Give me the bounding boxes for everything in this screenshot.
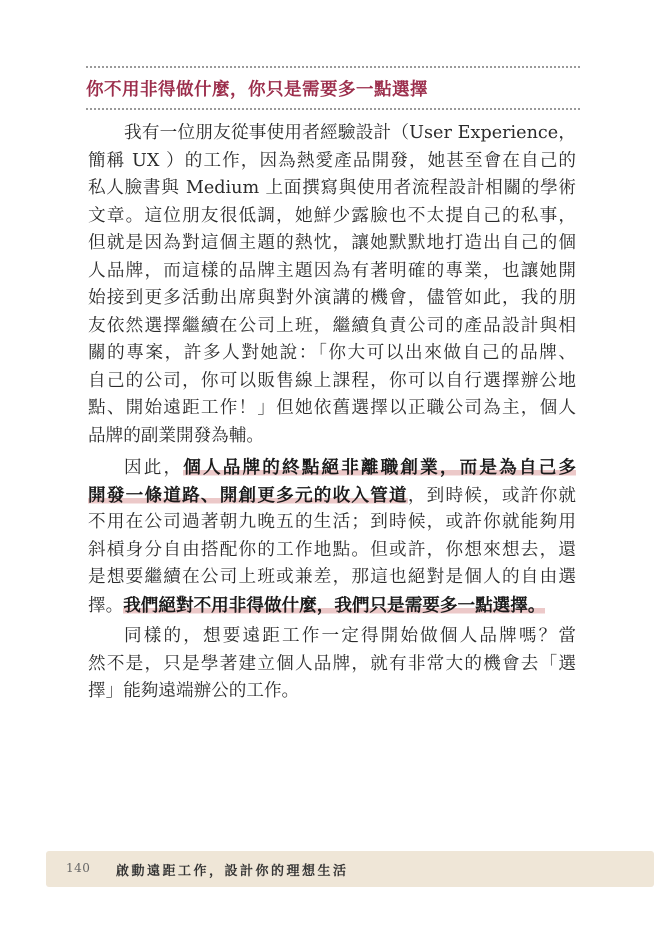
text-line — [88, 482, 576, 510]
text-line: 簡稱 UX ）的工作，因為熱愛產品開發，她甚至會在自己的 — [88, 150, 576, 171]
highlighted-text: 個人品牌的終點絕非離職創業，而是為自己多 — [183, 457, 576, 478]
text-line: 自己的公司，你可以販售線上課程，你可以自行選擇辦公地 — [88, 370, 576, 391]
section-heading-box — [86, 66, 580, 110]
text-line: 品牌的副業開發為輔。 — [88, 425, 264, 446]
text-line: 始接到更多活動出席與對外演講的機會，儘管如此，我的朋 — [88, 288, 576, 308]
paragraph-3 — [88, 623, 576, 706]
text-run: ，到時候，或許你就 — [407, 485, 576, 506]
section-heading: 你不用非得做什麼，你只是需要多一點選擇 — [86, 80, 428, 100]
highlighted-text: 開發一條道路、開創更多元的收入管道 — [88, 484, 408, 506]
text-line: 但就是因為對這個主題的熱忱，讓她默默地打造出自己的個 — [88, 233, 576, 253]
text-run: 因此， — [124, 458, 184, 478]
text-line — [88, 454, 576, 482]
text-line: 同樣的，想要遠距工作一定得開始做個人品牌嗎？當 — [124, 626, 576, 646]
text-line: 是想要繼續在公司上班或兼差，那這也絕對是個人的自由選 — [88, 567, 576, 587]
text-run: 擇。 — [88, 595, 124, 616]
text-line: 友依然選擇繼續在公司上班，繼續負責公司的產品設計與相 — [88, 315, 576, 336]
text-line: 人品牌，而這樣的品牌主題因為有著明確的專業，也讓她開 — [88, 260, 576, 281]
text-line: 擇」能夠遠端辦公的工作。 — [88, 681, 300, 701]
text-line: 不用在公司過著朝九晚五的生活；到時候，或許你就能夠用 — [88, 512, 576, 532]
text-line: 我有一位朋友從事使用者經驗設計（User Experience， — [124, 123, 576, 143]
paragraph-2 — [88, 454, 576, 619]
text-line: 點、開始遠距工作！」但她依舊選擇以正職公司為主，個人 — [88, 398, 576, 418]
page-number: 140 — [66, 861, 91, 875]
highlighted-text: 我們絕對不用非得做什麼，我們只是需要多一點選擇。 — [123, 594, 546, 616]
body-text — [88, 120, 576, 706]
text-line: 文章。這位朋友很低調，她鮮少露臉也不太提自己的私事， — [88, 205, 576, 226]
text-line: 斜槓身分自由搭配你的工作地點。但或許，你想來想去，還 — [88, 539, 576, 560]
page-footer — [46, 851, 654, 887]
paragraph-1 — [88, 120, 576, 450]
text-line — [88, 592, 576, 620]
text-line: 關的專案，許多人對她說：「你大可以出來做自己的品牌、 — [88, 343, 576, 363]
text-line: 私人臉書與 Medium 上面撰寫與使用者流程設計相關的學術 — [88, 178, 576, 198]
text-line: 然不是，只是學著建立個人品牌，就有非常大的機會去「選 — [88, 653, 576, 674]
book-title: 啟動遠距工作，設計你的理想生活 — [116, 864, 349, 879]
